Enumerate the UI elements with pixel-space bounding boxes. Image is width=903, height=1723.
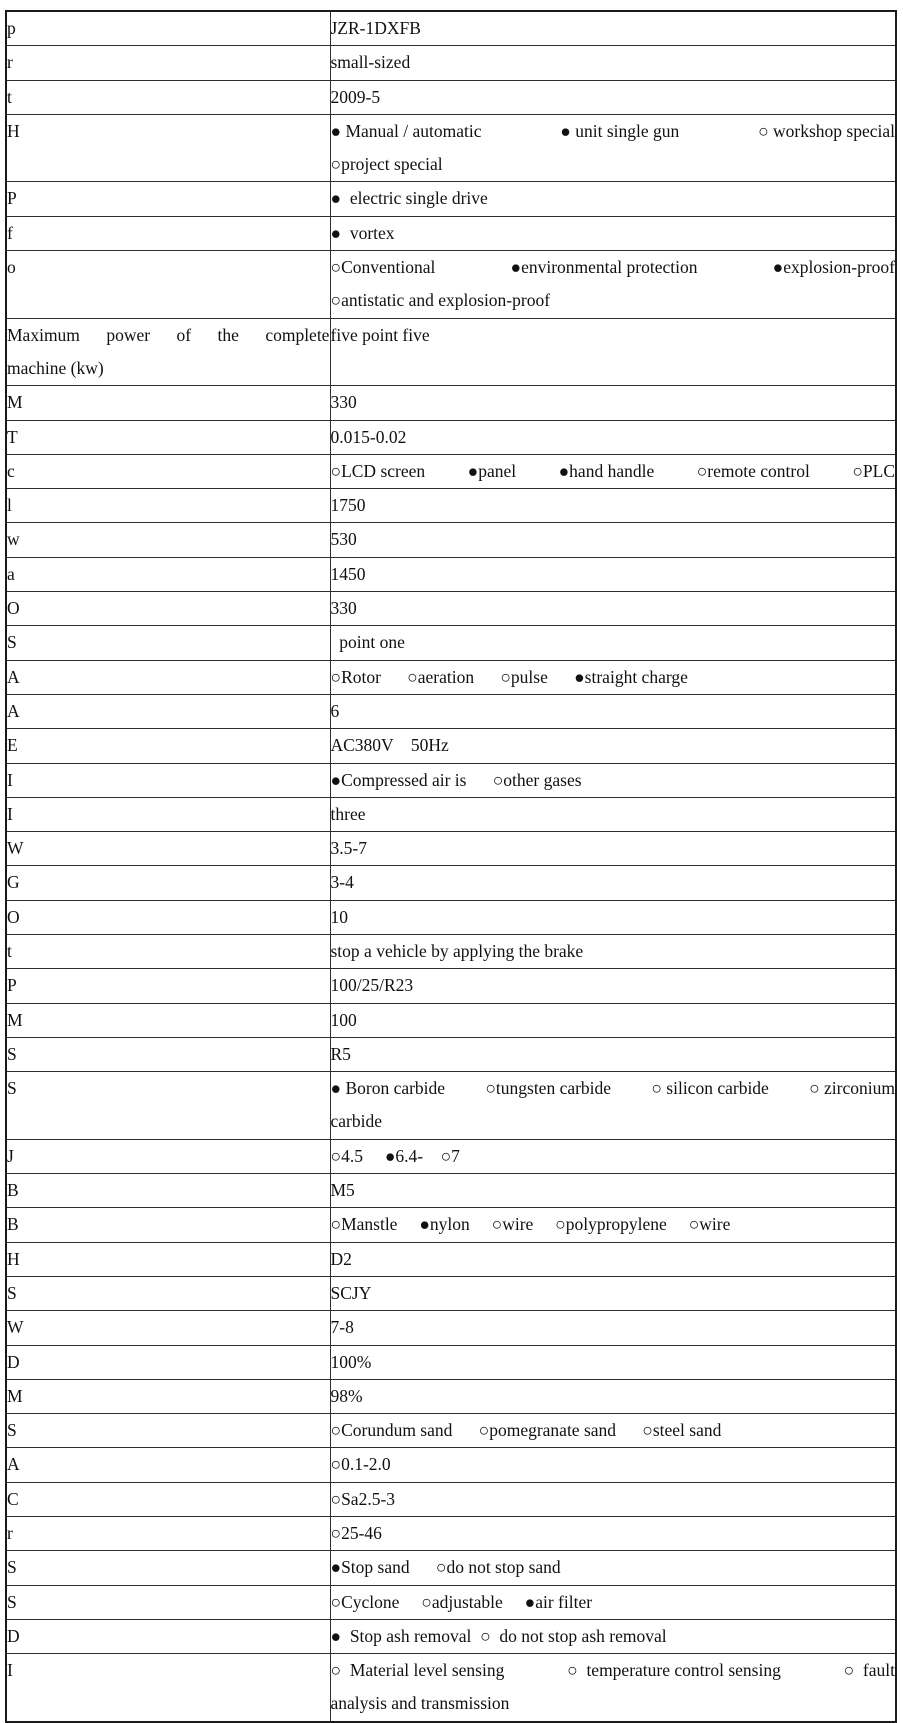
spec-row: [6, 386, 896, 420]
spec-value-line: ○Sa2.5-3: [330, 1488, 396, 1509]
spec-label-line: t: [7, 941, 12, 962]
spec-value-cell: [330, 1345, 896, 1379]
spec-row: [6, 1208, 896, 1242]
spec-label-cell: [6, 1379, 330, 1413]
spec-value-cell: [330, 46, 896, 80]
spec-value-cell: [330, 1379, 896, 1413]
spec-option: ○ Material level sensing: [330, 1660, 505, 1681]
spec-option: ●hand handle: [558, 460, 655, 481]
spec-value-cell: [330, 318, 896, 386]
spec-option: ●explosion-proof: [772, 257, 895, 278]
spec-value-line: five point five: [330, 324, 430, 345]
spec-value-line: ○Rotor ○aeration ○pulse ●straight charge: [330, 666, 688, 687]
spec-row: [6, 1654, 896, 1722]
spec-label-cell: [6, 1174, 330, 1208]
spec-row: [6, 1139, 896, 1173]
spec-option: of: [176, 324, 192, 345]
spec-label-cell: [6, 1276, 330, 1310]
spec-value-line: 100%: [330, 1351, 372, 1372]
spec-option: ● Boron carbide: [330, 1078, 446, 1099]
spec-row: [6, 1072, 896, 1140]
spec-label-line: f: [7, 222, 13, 243]
spec-label-line: S: [7, 1043, 17, 1064]
spec-value-cell: [330, 1654, 896, 1722]
spec-label-line: o: [7, 257, 16, 278]
spec-value-line: stop a vehicle by applying the brake: [330, 941, 584, 962]
spec-row: [6, 1003, 896, 1037]
spec-option: ●panel: [467, 460, 517, 481]
spec-value-line: 10: [330, 906, 348, 927]
spec-label-cell: [6, 660, 330, 694]
spec-label-cell: [6, 1037, 330, 1071]
spec-label-line: D: [7, 1351, 20, 1372]
spec-value-cell: [330, 1585, 896, 1619]
spec-label-cell: [6, 694, 330, 728]
spec-value-cell: [330, 1517, 896, 1551]
spec-label-line: H: [7, 120, 20, 141]
spec-value-line: 2009-5: [330, 86, 381, 107]
spec-value-line: ● Stop ash removal ○ do not stop ash removal: [330, 1625, 667, 1646]
spec-row: [6, 1448, 896, 1482]
spec-option: ○ silicon carbide: [651, 1078, 769, 1099]
spec-row: [6, 660, 896, 694]
spec-value-cell: [330, 969, 896, 1003]
spec-value-line: ○25-46: [330, 1523, 382, 1544]
spec-value-cell: [330, 1208, 896, 1242]
spec-label-cell: [6, 832, 330, 866]
spec-option: ○remote control: [696, 460, 810, 481]
spec-value-line: 1750: [330, 495, 366, 516]
spec-value-cell: [330, 1139, 896, 1173]
spec-label-cell: [6, 1619, 330, 1653]
spec-row: [6, 1551, 896, 1585]
spec-value-line: three: [330, 803, 366, 824]
spec-row: [6, 832, 896, 866]
spec-label-line: S: [7, 1420, 17, 1441]
spec-label-cell: [6, 797, 330, 831]
spec-value-line: M5: [330, 1180, 355, 1201]
spec-value-line: ○project special: [330, 154, 443, 175]
spec-label-line: machine (kw): [7, 357, 104, 378]
spec-value-line: ○Cyclone ○adjustable ●air filter: [330, 1591, 593, 1612]
spec-row: [6, 1311, 896, 1345]
spec-label-line: B: [7, 1214, 19, 1235]
spec-option: ○PLC: [852, 460, 895, 481]
spec-row: [6, 729, 896, 763]
spec-label-line: r: [7, 1523, 13, 1544]
spec-value-line: SCJY: [330, 1282, 372, 1303]
spec-value-cell: [330, 1276, 896, 1310]
product-spec-table: [5, 10, 897, 1723]
spec-label-line: t: [7, 86, 12, 107]
spec-row: [6, 1276, 896, 1310]
spec-row: [6, 626, 896, 660]
spec-row: [6, 1242, 896, 1276]
spec-value-cell: [330, 900, 896, 934]
spec-row: [6, 694, 896, 728]
spec-value-cell: [330, 1003, 896, 1037]
spec-value-line: JZR-1DXFB: [330, 18, 421, 38]
spec-value-line: [331, 251, 896, 284]
spec-row: [6, 420, 896, 454]
spec-row: [6, 1517, 896, 1551]
spec-label-line: l: [7, 495, 12, 516]
spec-value-cell: [330, 11, 896, 46]
spec-value-line: ● electric single drive: [330, 188, 488, 209]
spec-value-line: analysis and transmission: [330, 1693, 510, 1714]
spec-label-cell: [6, 11, 330, 46]
spec-label-cell: [6, 1311, 330, 1345]
spec-option: ○ zirconium: [809, 1078, 895, 1099]
spec-value-line: 100: [330, 1009, 357, 1030]
spec-value-line: ●Compressed air is ○other gases: [330, 769, 582, 790]
spec-value-line: [331, 1654, 896, 1687]
spec-value-line: 3.5-7: [330, 838, 367, 859]
spec-value-cell: [330, 80, 896, 114]
spec-row: [6, 866, 896, 900]
spec-option: ○tungsten carbide: [485, 1078, 612, 1099]
spec-row: [6, 1174, 896, 1208]
spec-value-line: 100/25/R23: [330, 975, 414, 996]
spec-value-cell: [330, 1448, 896, 1482]
spec-label-line: E: [7, 735, 18, 756]
spec-value-line: 330: [330, 598, 357, 619]
spec-label-cell: [6, 1482, 330, 1516]
spec-value-cell: [330, 1037, 896, 1071]
spec-row: [6, 1482, 896, 1516]
spec-option: ● Manual / automatic: [330, 120, 482, 141]
spec-value-cell: [330, 1482, 896, 1516]
spec-row: [6, 900, 896, 934]
spec-label-cell: [6, 1414, 330, 1448]
spec-label-cell: [6, 592, 330, 626]
spec-label-line: S: [7, 632, 17, 653]
spec-option: ○Conventional: [330, 257, 436, 278]
spec-value-cell: [330, 935, 896, 969]
spec-row: [6, 114, 896, 182]
spec-value-cell: [330, 1072, 896, 1140]
spec-option: ○ fault: [843, 1660, 895, 1681]
spec-label-line: O: [7, 598, 20, 619]
spec-label-line: W: [7, 838, 24, 859]
spec-label-line: P: [7, 188, 17, 209]
spec-value-cell: [330, 1311, 896, 1345]
spec-value-line: small-sized: [330, 52, 411, 73]
spec-label-line: A: [7, 1454, 20, 1475]
spec-label-cell: [6, 80, 330, 114]
spec-value-cell: [330, 866, 896, 900]
spec-value-line: 7-8: [330, 1317, 354, 1338]
spec-value-cell: [330, 729, 896, 763]
spec-value-cell: [330, 182, 896, 216]
spec-option: the: [217, 324, 239, 345]
spec-option: ○LCD screen: [330, 460, 426, 481]
spec-label-cell: [6, 1654, 330, 1722]
spec-value-cell: [330, 626, 896, 660]
spec-row: [6, 80, 896, 114]
spec-label-line: B: [7, 1180, 19, 1201]
spec-label-cell: [6, 46, 330, 80]
spec-value-cell: [330, 557, 896, 591]
spec-option: Maximum: [7, 324, 80, 345]
spec-value-line: ○4.5 ●6.4- ○7: [330, 1145, 460, 1166]
spec-label-line: I: [7, 803, 13, 824]
spec-label-line: I: [7, 769, 13, 790]
spec-label-line: T: [7, 426, 18, 447]
spec-label-cell: [6, 900, 330, 934]
spec-value-line: AC380V 50Hz: [330, 735, 449, 756]
spec-label-line: A: [7, 666, 20, 687]
spec-label-cell: [6, 1585, 330, 1619]
spec-label-line: H: [7, 1248, 20, 1269]
spec-value-line: 1450: [330, 563, 366, 584]
spec-value-cell: [330, 797, 896, 831]
spec-label-cell: [6, 1072, 330, 1140]
spec-label-line: P: [7, 975, 17, 996]
spec-label-cell: [6, 251, 330, 319]
spec-table-body: [6, 11, 896, 1722]
spec-row: [6, 1379, 896, 1413]
spec-label-cell: [6, 1242, 330, 1276]
spec-value-cell: [330, 523, 896, 557]
spec-label-line: r: [7, 52, 13, 73]
spec-value-cell: [330, 1551, 896, 1585]
spec-row: [6, 797, 896, 831]
spec-option: complete: [265, 324, 330, 345]
spec-value-line: carbide: [330, 1111, 382, 1132]
spec-label-line: A: [7, 700, 20, 721]
spec-label-cell: [6, 182, 330, 216]
spec-row: [6, 1037, 896, 1071]
spec-label-line: M: [7, 1385, 23, 1406]
spec-label-line: a: [7, 563, 15, 584]
spec-value-cell: [330, 592, 896, 626]
spec-row: [6, 1619, 896, 1653]
spec-label-line: I: [7, 1660, 13, 1681]
spec-label-cell: [6, 454, 330, 488]
spec-label-cell: [6, 935, 330, 969]
spec-value-cell: [330, 660, 896, 694]
spec-value-cell: [330, 454, 896, 488]
spec-label-cell: [6, 386, 330, 420]
spec-option: ○ temperature control sensing: [567, 1660, 781, 1681]
spec-row: [6, 763, 896, 797]
spec-value-line: ●Stop sand ○do not stop sand: [330, 1557, 561, 1578]
spec-label-cell: [6, 763, 330, 797]
spec-row: [6, 1414, 896, 1448]
spec-value-cell: [330, 1619, 896, 1653]
spec-value-line: ○Corundum sand ○pomegranate sand ○steel sand: [330, 1420, 722, 1441]
spec-option: power: [106, 324, 151, 345]
spec-value-cell: [330, 694, 896, 728]
spec-value-cell: [330, 1242, 896, 1276]
spec-value-cell: [330, 114, 896, 182]
spec-row: [6, 1585, 896, 1619]
spec-value-cell: [330, 386, 896, 420]
spec-label-cell: [6, 318, 330, 386]
spec-label-line: c: [7, 460, 15, 481]
spec-value-line: ○antistatic and explosion-proof: [330, 290, 551, 311]
spec-row: [6, 935, 896, 969]
spec-label-cell: [6, 866, 330, 900]
spec-value-cell: [330, 216, 896, 250]
spec-value-line: 530: [330, 529, 357, 550]
spec-option: ● unit single gun: [560, 120, 680, 141]
spec-row: [6, 523, 896, 557]
spec-option: ●environmental protection: [510, 257, 698, 278]
spec-label-cell: [6, 1448, 330, 1482]
spec-label-cell: [6, 1345, 330, 1379]
spec-value-line: point one: [330, 632, 405, 653]
spec-value-cell: [330, 1174, 896, 1208]
spec-row: [6, 489, 896, 523]
spec-label-line: J: [7, 1145, 14, 1166]
spec-value-cell: [330, 251, 896, 319]
spec-value-line: 330: [330, 392, 357, 413]
spec-label-line: D: [7, 1625, 20, 1646]
spec-label-cell: [6, 1517, 330, 1551]
spec-value-cell: [330, 489, 896, 523]
spec-label-line: S: [7, 1557, 17, 1578]
spec-value-cell: [330, 763, 896, 797]
spec-label-line: [7, 319, 330, 352]
spec-row: [6, 11, 896, 46]
spec-label-cell: [6, 1139, 330, 1173]
spec-label-cell: [6, 1003, 330, 1037]
spec-label-line: W: [7, 1317, 24, 1338]
spec-label-line: S: [7, 1078, 17, 1099]
spec-value-cell: [330, 420, 896, 454]
spec-value-cell: [330, 1414, 896, 1448]
spec-row: [6, 318, 896, 386]
spec-value-line: [331, 115, 896, 148]
spec-label-cell: [6, 489, 330, 523]
spec-value-line: R5: [330, 1043, 351, 1064]
spec-label-cell: [6, 114, 330, 182]
spec-label-line: w: [7, 529, 20, 550]
spec-label-cell: [6, 1208, 330, 1242]
spec-value-line: D2: [330, 1248, 352, 1269]
spec-label-cell: [6, 523, 330, 557]
spec-row: [6, 969, 896, 1003]
spec-label-cell: [6, 969, 330, 1003]
spec-label-line: G: [7, 872, 20, 893]
spec-row: [6, 251, 896, 319]
spec-value-cell: [330, 832, 896, 866]
spec-label-line: M: [7, 392, 23, 413]
spec-label-line: O: [7, 906, 20, 927]
spec-label-line: M: [7, 1009, 23, 1030]
spec-row: [6, 454, 896, 488]
spec-value-line: ○Manstle ●nylon ○wire ○polypropylene ○wire: [330, 1214, 731, 1235]
spec-label-cell: [6, 420, 330, 454]
spec-label-line: p: [7, 18, 16, 38]
spec-label-line: C: [7, 1488, 19, 1509]
spec-label-cell: [6, 557, 330, 591]
spec-value-line: 6: [330, 700, 340, 721]
spec-label-line: S: [7, 1282, 17, 1303]
spec-value-line: ● vortex: [330, 222, 395, 243]
spec-value-line: [331, 1072, 896, 1105]
spec-row: [6, 557, 896, 591]
spec-value-line: 0.015-0.02: [330, 426, 407, 447]
spec-value-line: 98%: [330, 1385, 363, 1406]
spec-option: ○ workshop special: [758, 120, 895, 141]
spec-row: [6, 46, 896, 80]
spec-value-line: 3-4: [330, 872, 354, 893]
spec-label-cell: [6, 626, 330, 660]
spec-label-cell: [6, 729, 330, 763]
spec-label-line: S: [7, 1591, 17, 1612]
spec-row: [6, 182, 896, 216]
spec-row: [6, 592, 896, 626]
spec-value-line: [331, 455, 896, 488]
spec-row: [6, 1345, 896, 1379]
spec-value-line: ○0.1-2.0: [330, 1454, 391, 1475]
spec-row: [6, 216, 896, 250]
spec-label-cell: [6, 1551, 330, 1585]
spec-label-cell: [6, 216, 330, 250]
